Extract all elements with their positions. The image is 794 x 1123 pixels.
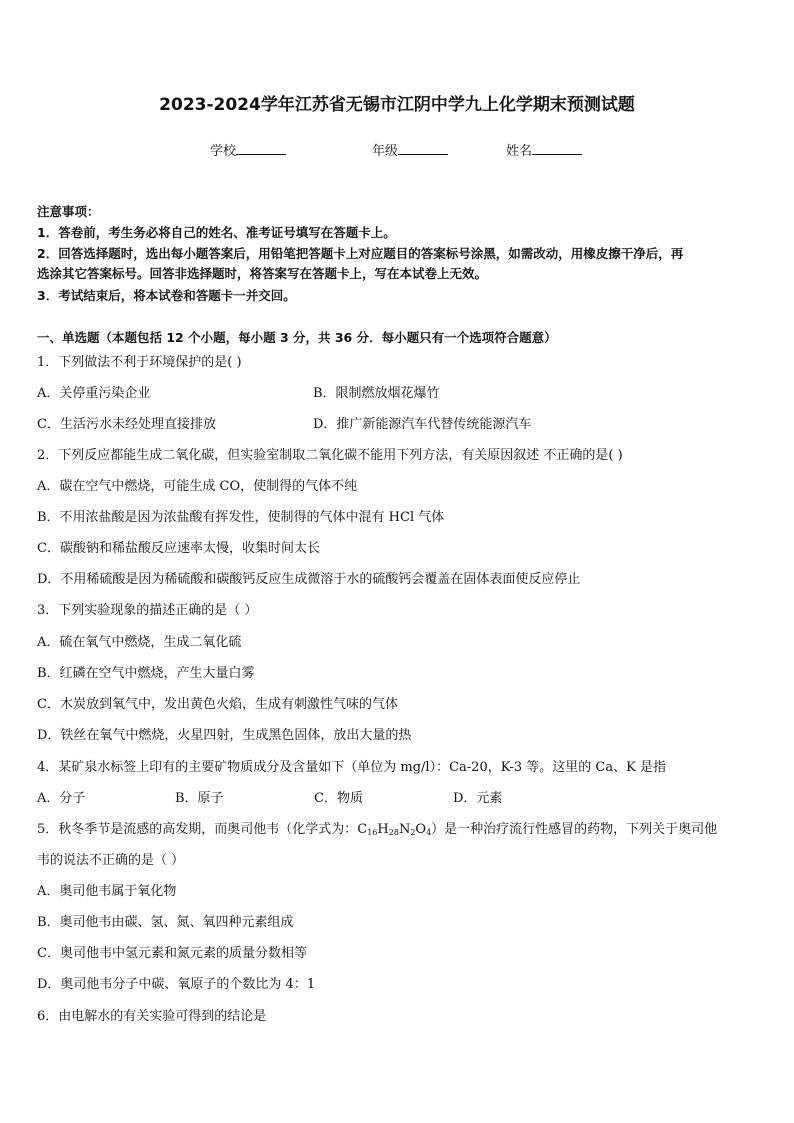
note-item: 选涂其它答案标号。回答非选择题时，将答案写在答题卡上，写在本试卷上无效。 [37, 266, 488, 281]
option-d[interactable]: D．铁丝在氧气中燃烧，火星四射，生成黑色固体，放出大量的热 [37, 728, 412, 743]
question-stem: 6．由电解水的有关实验可得到的结论是 [37, 1009, 267, 1024]
option-a[interactable]: A．硫在氧气中燃烧，生成二氧化硫 [37, 635, 242, 650]
option-c[interactable]: C．生活污水未经处理直接排放 [37, 417, 216, 432]
subscript: 16 [367, 828, 378, 837]
question-stem-cont: 韦的说法不正确的是（ ） [37, 853, 185, 868]
option-c[interactable]: C．奥司他韦中氢元素和氮元素的质量分数相等 [37, 946, 307, 961]
question-stem: 1．下列做法不利于环境保护的是( ) [37, 355, 242, 370]
formula-element: N [398, 822, 411, 837]
formula-element: H [377, 822, 389, 837]
option-b[interactable]: B．限制燃放烟花爆竹 [313, 386, 440, 401]
grade-label: 年级 [372, 144, 399, 159]
grade-field[interactable] [372, 140, 448, 159]
note-item: 2．回答选择题时，选出每小题答案后，用铅笔把答题卡上对应题目的答案标号涂黑，如需改动，用橡皮擦干净后，再 [37, 246, 684, 261]
option-d[interactable]: D．元素 [453, 791, 503, 806]
subscript: 2 [410, 828, 416, 837]
school-label: 学校 [210, 144, 237, 159]
name-blank[interactable] [532, 142, 582, 155]
stem-text: 5．秋冬季节是流感的高发期，而奥司他韦（化学式为：C [37, 822, 368, 837]
question-stem: 2．下列反应都能生成二氧化碳，但实验室制取二氧化碳不能用下列方法，有关原因叙述 不正确的是( ) [37, 448, 623, 463]
question-stem: 3．下列实验现象的描述正确的是（ ） [37, 603, 258, 618]
option-c[interactable]: C．木炭放到氧气中，发出黄色火焰，生成有刺激性气味的气体 [37, 697, 398, 712]
option-a[interactable]: A．奥司他韦属于氧化物 [37, 884, 177, 899]
option-a[interactable]: A．关停重污染企业 [37, 386, 151, 401]
question-stem [37, 822, 758, 838]
school-field[interactable] [210, 140, 286, 159]
option-a[interactable]: A．碳在空气中燃烧，可能生成 CO，使制得的气体不纯 [37, 479, 358, 494]
note-item: 1．答卷前，考生务必将自己的姓名、准考证号填写在答题卡上。 [37, 225, 396, 240]
school-blank[interactable] [236, 142, 286, 155]
option-a[interactable]: A．分子 [37, 791, 86, 806]
option-b[interactable]: B．奥司他韦由碳、氢、氮、氧四种元素组成 [37, 915, 294, 930]
notes-heading: 注意事项： [37, 204, 100, 219]
name-field[interactable] [506, 140, 582, 159]
note-item: 3．考试结束后，将本试卷和答题卡一并交回。 [37, 288, 296, 303]
option-b[interactable]: B．原子 [175, 791, 224, 806]
option-c[interactable]: C．物质 [314, 791, 363, 806]
subscript: 28 [388, 828, 399, 837]
option-c[interactable]: C．碳酸钠和稀盐酸反应速率太慢，收集时间太长 [37, 541, 320, 556]
option-d[interactable]: D．奥司他韦分子中碳、氧原子的个数比为 4：1 [37, 977, 316, 992]
name-label: 姓名 [506, 144, 533, 159]
question-stem: 4．某矿泉水标签上印有的主要矿物质成分及含量如下（单位为 mg/l）：Ca-20，K-3 等。这里的 Ca、K 是指 [37, 760, 666, 775]
subscript: 4 [426, 828, 432, 837]
page-title: 2023-2024学年江苏省无锡市江阴中学九上化学期末预测试题 [159, 95, 635, 115]
option-b[interactable]: B．红磷在空气中燃烧，产生大量白雾 [37, 666, 255, 681]
option-b[interactable]: B．不用浓盐酸是因为浓盐酸有挥发性，使制得的气体中混有 HCl 气体 [37, 510, 445, 525]
formula-element: O [415, 822, 427, 837]
grade-blank[interactable] [398, 142, 448, 155]
option-d[interactable]: D．推广新能源汽车代替传统能源汽车 [313, 417, 532, 432]
option-d[interactable]: D．不用稀硫酸是因为稀硫酸和碳酸钙反应生成微溶于水的硫酸钙会覆盖在固体表面使反应停止 [37, 572, 581, 587]
section-heading: 一、单选题（本题包括 12 个小题，每小题 3 分，共 36 分．每小题只有一个选项符合题意） [37, 330, 557, 345]
stem-text: ）是一种治疗流行性感冒的药物，下列关于奥司他 [431, 822, 718, 837]
